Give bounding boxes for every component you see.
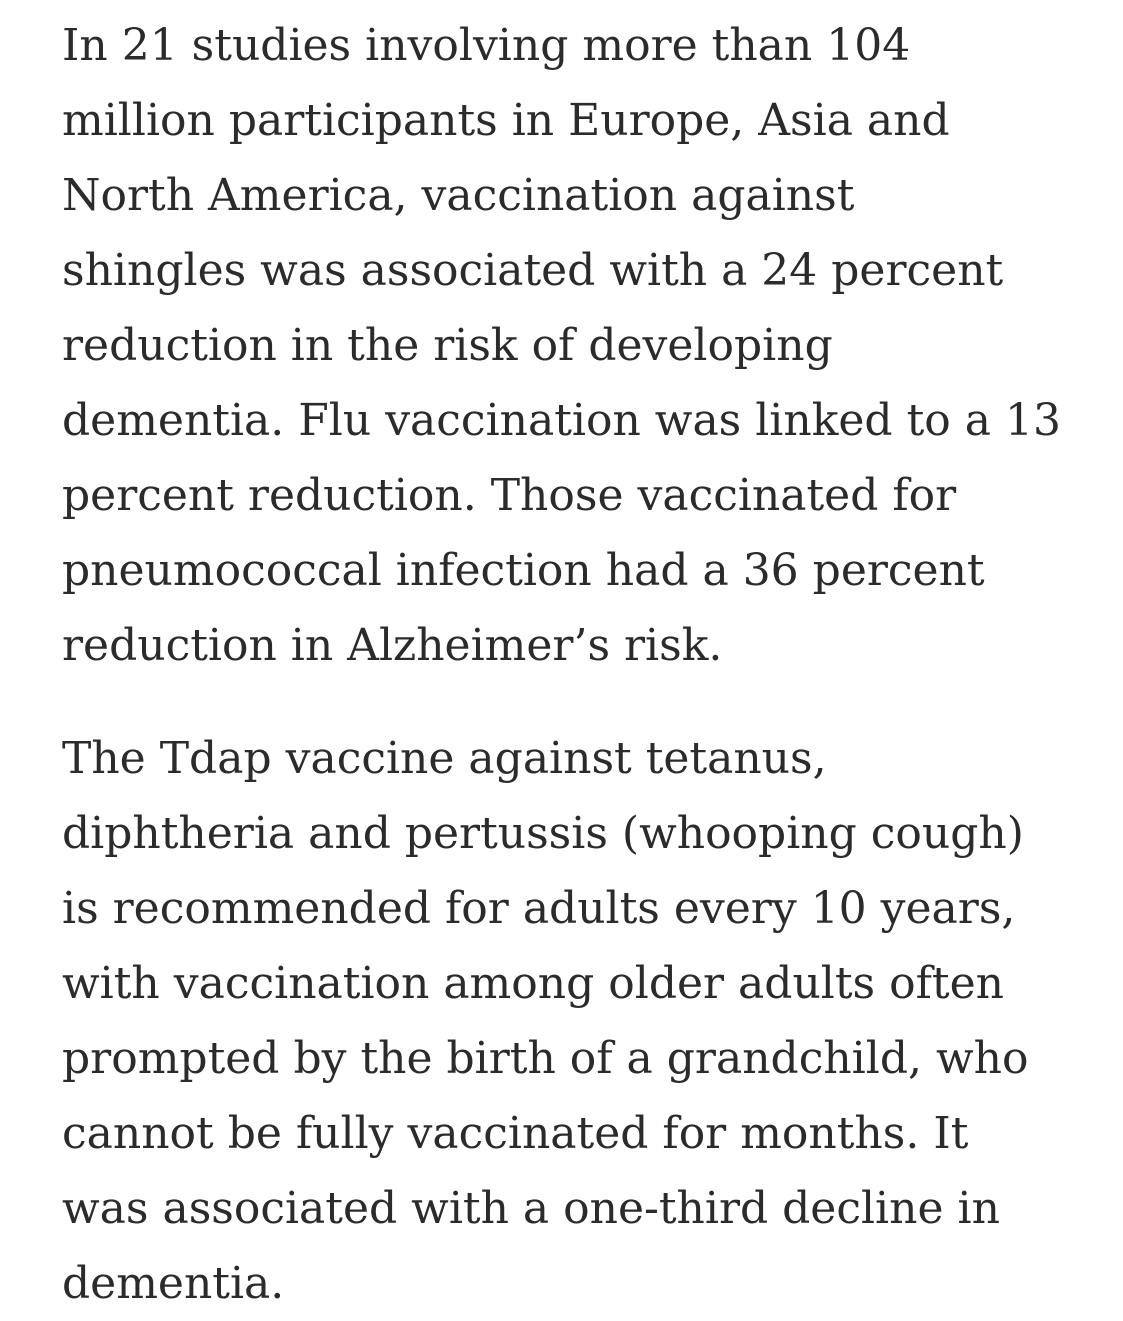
paragraph-1-line-6: dementia. Flu vaccination was linked to a 13 xyxy=(62,395,1061,446)
paragraph-2-line-8: dementia. xyxy=(62,1258,285,1309)
paragraph-2-line-2: diphtheria and pertussis (whooping cough) xyxy=(62,808,1024,859)
paragraph-1-line-1: In 21 studies involving more than 104 xyxy=(62,20,911,71)
paragraph-2 xyxy=(62,721,1123,1321)
paragraph-1-line-7: percent reduction. Those vaccinated for xyxy=(62,470,957,521)
paragraph-1 xyxy=(62,8,1123,683)
paragraph-1-line-2: million participants in Europe, Asia and xyxy=(62,95,950,146)
paragraph-2-line-5: prompted by the birth of a grandchild, who xyxy=(62,1033,1029,1084)
paragraph-1-line-4: shingles was associated with a 24 percent xyxy=(62,245,1004,296)
paragraph-1-line-5: reduction in the risk of developing xyxy=(62,320,833,371)
paragraph-2-line-7: was associated with a one-third decline in xyxy=(62,1183,1000,1234)
paragraph-2-line-4: with vaccination among older adults often xyxy=(62,958,1004,1009)
paragraph-1-line-8: pneumococcal infection had a 36 percent xyxy=(62,545,985,596)
paragraph-2-line-6: cannot be fully vaccinated for months. It xyxy=(62,1108,969,1159)
paragraph-spacer xyxy=(62,683,1123,721)
paragraph-2-line-3: is recommended for adults every 10 years, xyxy=(62,883,1016,934)
paragraph-1-line-3: North America, vaccination against xyxy=(62,170,855,221)
paragraph-1-line-9: reduction in Alzheimer’s risk. xyxy=(62,620,723,671)
article-body xyxy=(62,8,1123,1321)
paragraph-2-line-1: The Tdap vaccine against tetanus, xyxy=(62,733,827,784)
